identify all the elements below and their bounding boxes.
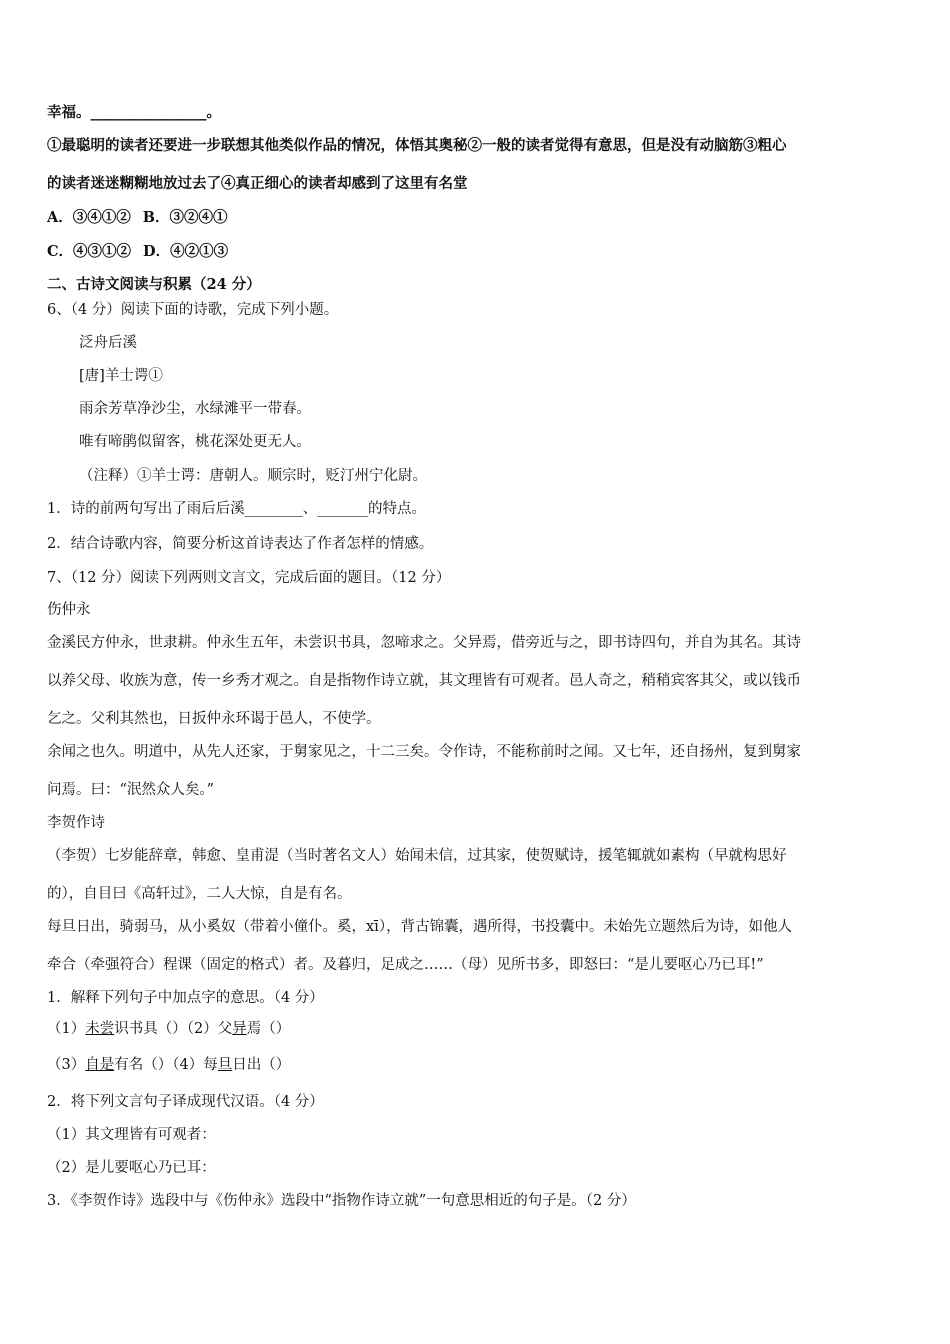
choice-c: C．④③①② [47, 243, 132, 260]
q7-sub1-item4-keyword: 旦 [217, 1057, 233, 1073]
q5-choices-cd [47, 242, 228, 262]
q7-sub1-item4-prefix: （4）每 [172, 1057, 218, 1073]
text1-p1-line2: 以养父母、收族为意，传一乡秀才观之。自是指物作诗立就，其文理皆有可观者。邑人奇之，稍稍宾客其父，或以钱币 [47, 673, 801, 689]
q7-sub1-item3-prefix: （3） [47, 1057, 86, 1073]
q7-sub1-items-3-4 [47, 1055, 290, 1075]
q7-sub1-item1-keyword: 未尝 [85, 1021, 115, 1037]
q5-options-line2: 的读者迷迷糊糊地放过去了④真正细心的读者却感到了这里有名堂 [47, 175, 468, 192]
q7-sub1-item3-keyword: 自是 [85, 1057, 115, 1073]
q6-sub1-end: 的特点。 [367, 501, 426, 517]
text2-title: 李贺作诗 [47, 815, 105, 831]
poem-line-2: 唯有啼鹃似留客，桃花深处更无人。 [79, 434, 311, 450]
q7-sub1-item3-rest: 有名（） [114, 1057, 173, 1073]
q7-sub1-item1-rest: 识书具（） [114, 1021, 187, 1037]
text1-p1-line3: 乞之。父利其然也，日扳仲永环谒于邑人，不使学。 [47, 711, 381, 727]
text1-title: 伤仲永 [47, 602, 91, 618]
q7-sub1-items-1-2 [47, 1019, 290, 1039]
q5-tail-line [47, 103, 221, 123]
text1-p2-line2: 问焉。曰：“泯然众人矣。” [47, 782, 215, 798]
q7-sub2-item2: （2）是儿要呕心乃已耳： [47, 1160, 216, 1176]
q7-stem: 7、（12 分）阅读下列两则文言文，完成后面的题目。（12 分） [47, 570, 451, 586]
q5-tail-text: 幸福。 [47, 104, 91, 121]
q6-sub1-blank-2: _______ [317, 501, 368, 517]
text1-p2-line1: 余闻之也久。明道中，从先人还家，于舅家见之，十二三矣。令作诗，不能称前时之闻。又七年，还自扬州，复到舅家 [47, 744, 801, 760]
poem-author: [唐]羊士谔① [79, 368, 163, 384]
text2-p1-line2: 的），自目曰《高轩过》，二人大惊，自是有名。 [47, 886, 352, 902]
poem-title: 泛舟后溪 [79, 335, 137, 351]
q7-sub1-item4-rest: 日出（） [232, 1057, 291, 1073]
q6-sub2: 2．结合诗歌内容，简要分析这首诗表达了作者怎样的情感。 [47, 536, 434, 552]
q5-choices-ab [47, 208, 228, 228]
text2-p2-line2: 牵合（牵强符合）程课（固定的格式）者。及暮归，足成之……（母）见所书多，即怒曰：“是儿要呕心乃已耳!” [47, 957, 764, 973]
q7-sub2: 2．将下列文言句子译成现代汉语。（4 分） [47, 1094, 324, 1110]
q7-sub1: 1．解释下列句子中加点字的意思。（4 分） [47, 990, 324, 1006]
q7-sub1-item2-rest: 焉（） [246, 1021, 291, 1037]
q5-answer-blank: ________________ [90, 104, 207, 121]
text2-p2-line1: 每旦日出，骑弱马，从小奚奴（带着小僮仆。奚，xī），背古锦囊，遇所得，书投囊中。未始先立题然后为诗，如他人 [47, 919, 793, 935]
choice-d: D．④②①③ [143, 243, 229, 260]
section-2-title: 二、古诗文阅读与积累（24 分） [47, 276, 261, 293]
q6-stem: 6、（4 分）阅读下面的诗歌，完成下列小题。 [47, 302, 339, 318]
q7-sub1-item1-prefix: （1） [47, 1021, 86, 1037]
q7-sub1-item2-keyword: 异 [232, 1021, 247, 1037]
text2-p1-line1: （李贺）七岁能辞章，韩愈、皇甫湜（当时著名文人）始闻未信，过其家，使贺赋诗，援笔辄就如素构（早就构思好 [47, 848, 787, 864]
q7-sub3: 3．《李贺作诗》选段中与《伤仲永》选段中“指物作诗立就”一句意思相近的句子是。（2 分） [47, 1193, 636, 1209]
q5-options-line1: ①最聪明的读者还要进一步联想其他类似作品的情况，体悟其奥秘②一般的读者觉得有意思，但是没有动脑筋③粗心 [47, 137, 787, 154]
text1-p1-line1: 金溪民方仲永，世隶耕。仲永生五年，未尝识书具，忽啼求之。父异焉，借旁近与之，即书诗四句，并自为其名。其诗 [47, 635, 801, 651]
poem-note: （注释）①羊士谔：唐朝人。顺宗时，贬汀州宁化尉。 [79, 468, 427, 484]
q6-sub1-separator: 、 [302, 501, 318, 517]
choice-a: A．③④①② [47, 209, 131, 226]
q6-sub1-blank-1: ________ [244, 501, 303, 517]
q7-sub1-item2-prefix: （2）父 [186, 1021, 233, 1037]
q5-tail-end: 。 [206, 104, 221, 121]
q7-sub2-item1: （1）其文理皆有可观者： [47, 1127, 216, 1143]
choice-b: B．③②④① [142, 209, 228, 226]
q6-sub1 [47, 499, 426, 519]
poem-line-1: 雨余芳草净沙尘，水绿滩平一带春。 [79, 401, 311, 417]
q6-sub1-text: 1．诗的前两句写出了雨后后溪 [47, 501, 245, 517]
